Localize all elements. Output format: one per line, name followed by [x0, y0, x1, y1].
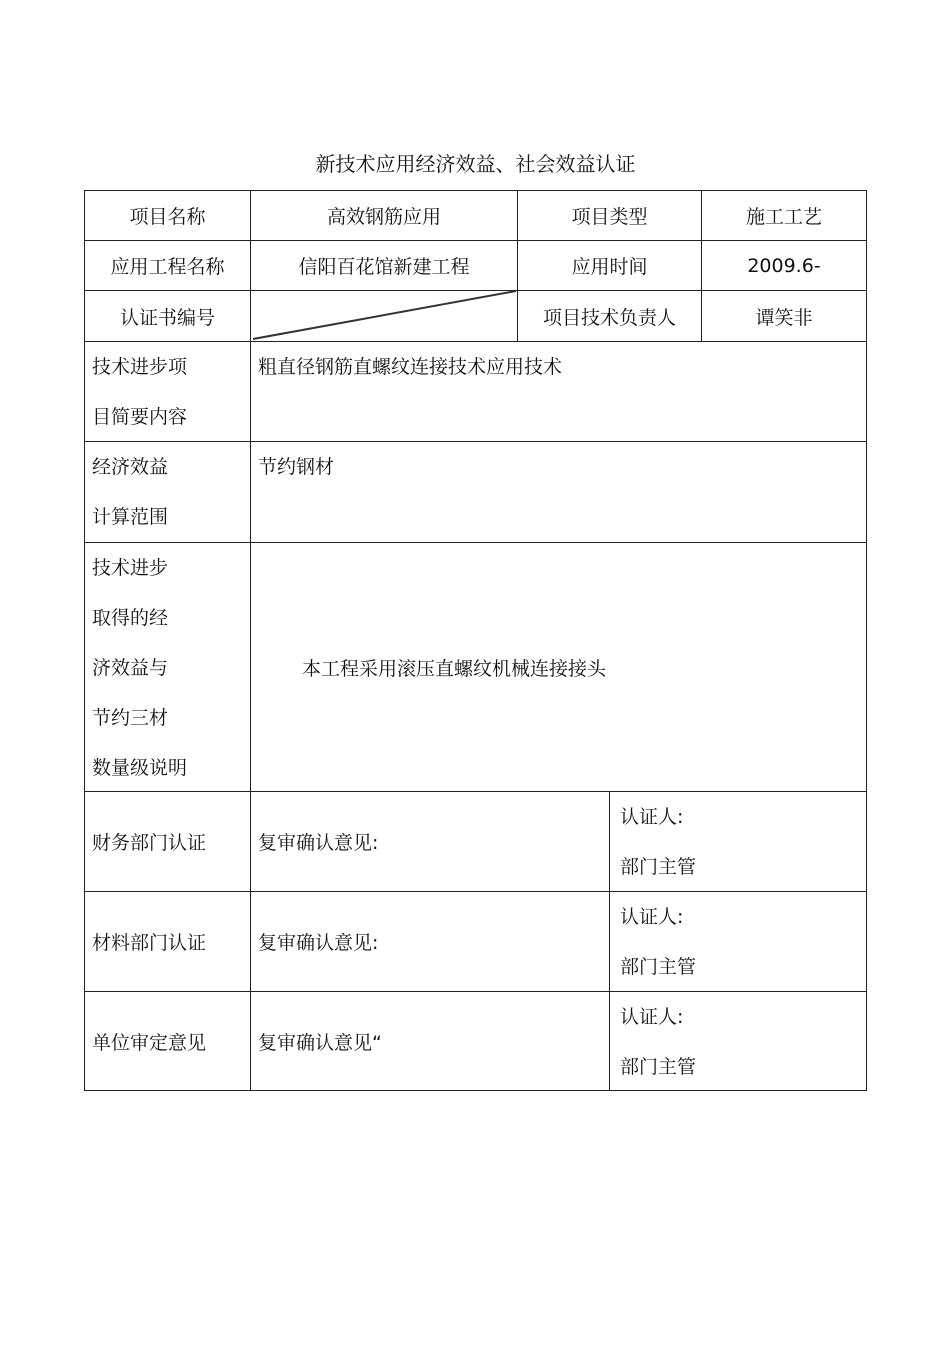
finance-approval-label: 财务部门认证 — [84, 792, 251, 892]
economic-range-text: 节约钢材 — [258, 456, 335, 478]
result-value: 本工程采用滚压直螺纹机械连接接头 — [251, 543, 867, 792]
project-name-value: 高效钢筋应用 — [251, 190, 518, 241]
manager-label: 部门主管 — [620, 956, 697, 978]
result-label-line: 济效益与 — [92, 657, 169, 679]
economic-range-label — [84, 442, 251, 543]
certifier-label: 认证人: — [620, 906, 684, 928]
finance-approval-sign — [610, 792, 867, 892]
tech-summary-label — [84, 342, 251, 442]
tech-summary-label-line: 技术进步项 — [92, 356, 188, 378]
certifier-label: 认证人: — [620, 1006, 684, 1028]
project-type-label: 项目类型 — [518, 190, 702, 241]
manager-label: 部门主管 — [620, 1056, 697, 1078]
unit-approval-opinion: 复审确认意见“ — [251, 992, 610, 1091]
material-approval-sign — [610, 892, 867, 992]
application-time-label: 应用时间 — [518, 241, 702, 291]
economic-range-label-line: 经济效益 — [92, 456, 169, 478]
material-approval-opinion: 复审确认意见: — [251, 892, 610, 992]
result-label — [84, 543, 251, 792]
certification-table — [84, 190, 867, 1091]
tech-summary-text: 粗直径钢筋直螺纹连接技术应用技术 — [258, 356, 563, 378]
economic-range-value — [251, 442, 867, 543]
form-title: 新技术应用经济效益、社会效益认证 — [315, 152, 636, 176]
engineering-name-label: 应用工程名称 — [84, 241, 251, 291]
project-type-value: 施工工艺 — [702, 190, 867, 241]
diagonal-strike — [251, 291, 518, 342]
finance-approval-opinion: 复审确认意见: — [251, 792, 610, 892]
certifier-label: 认证人: — [620, 806, 684, 828]
material-approval-label: 材料部门认证 — [84, 892, 251, 992]
certificate-number-value — [251, 291, 518, 342]
unit-approval-sign — [610, 992, 867, 1091]
application-time-value: 2009.6- — [702, 241, 867, 291]
result-label-line: 数量级说明 — [92, 757, 188, 779]
result-label-line: 节约三材 — [92, 707, 169, 729]
unit-approval-label: 单位审定意见 — [84, 992, 251, 1091]
result-label-line: 取得的经 — [92, 607, 169, 629]
tech-summary-label-line: 目简要内容 — [92, 406, 188, 428]
certificate-number-label: 认证书编号 — [84, 291, 251, 342]
tech-lead-value: 谭笑非 — [702, 291, 867, 342]
result-label-line: 技术进步 — [92, 557, 169, 579]
economic-range-label-line: 计算范围 — [92, 506, 169, 528]
engineering-name-value: 信阳百花馆新建工程 — [251, 241, 518, 291]
tech-summary-value — [251, 342, 867, 442]
tech-lead-label: 项目技术负责人 — [518, 291, 702, 342]
project-name-label: 项目名称 — [84, 190, 251, 241]
manager-label: 部门主管 — [620, 856, 697, 878]
